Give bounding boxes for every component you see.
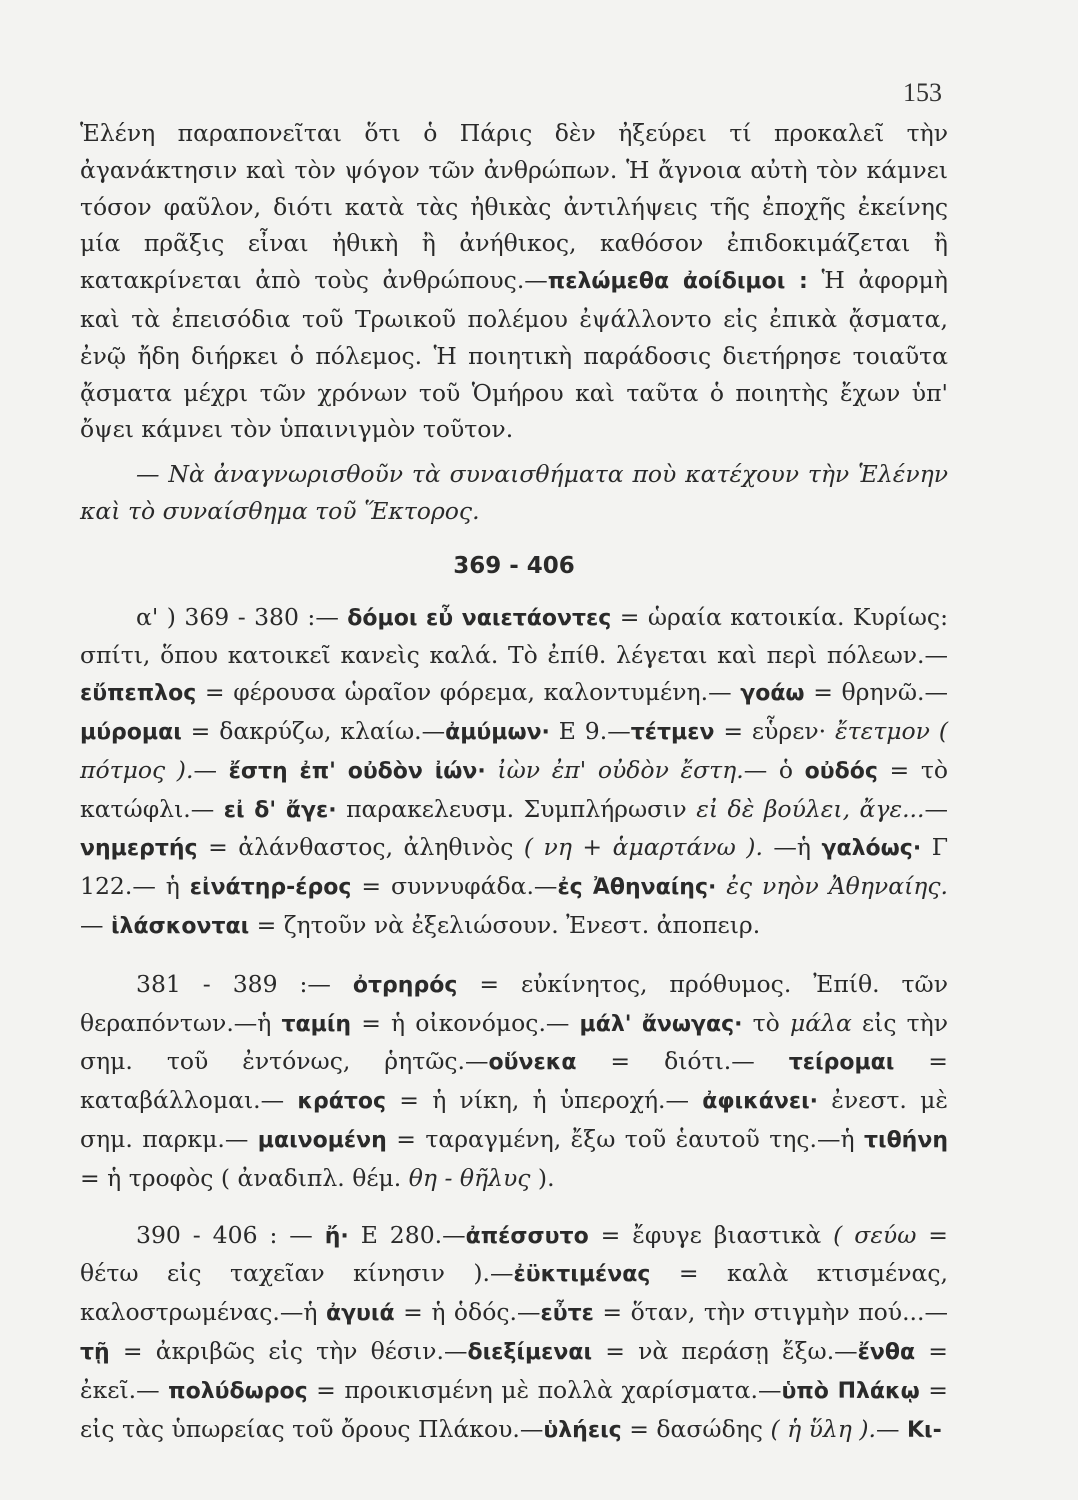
lemma: Κι- xyxy=(906,1417,942,1443)
text-run: — xyxy=(193,755,229,784)
text-run: — ὁ xyxy=(743,755,805,784)
text-run: = ἔφυγε βιαστικὰ xyxy=(588,1220,834,1249)
italic-run: ( ἡ ὕλη ). xyxy=(770,1414,876,1443)
lemma: δόμοι εὖ ναιετάοντες xyxy=(347,605,612,631)
text-run: —ἡ xyxy=(762,833,822,862)
text-run: Ε 9.— xyxy=(549,716,631,745)
text-run: = καλὰ κτισμένας, καλοστρωμένας.—ἡ xyxy=(80,1259,948,1327)
text-run: = ἡ οἰκονόμος.— xyxy=(351,1008,580,1037)
lemma: οὐδός xyxy=(804,758,878,784)
italic-run: ( νη + ἁμαρτάνω ). xyxy=(523,833,763,862)
text-run: = εὗρεν· xyxy=(714,716,836,745)
text-run: = ζητοῦν νὰ ἐξελιώσουν. Ἐνεστ. ἀποπειρ. xyxy=(249,910,761,939)
text-run: = ὅταν, τὴν στιγμὴν πού...— xyxy=(593,1298,948,1327)
text-run: = ὡραία κατοικία. Κυρίως: σπίτι, ὅπου κατοικεῖ κανεὶς καλά. Τὸ ἐπίθ. λέγεται καὶ περὶ πόλεων.— xyxy=(80,602,949,670)
section-390-406 xyxy=(80,1217,948,1450)
lemma: γοάω xyxy=(740,681,805,707)
lemma: ἐς Ἀθηναίης· xyxy=(557,875,717,901)
intro-paragraph xyxy=(80,115,948,448)
text-run: = νὰ περάσῃ ἔξω.— xyxy=(592,1336,858,1365)
text-run: = ἀλάνθαστος, ἀληθινὸς xyxy=(197,833,524,862)
text-run: = δακρύζω, κλαίω.— xyxy=(181,716,446,745)
text-run: = θέτω εἰς ταχεῖαν κίνησιν ).— xyxy=(80,1220,948,1288)
italic-run: ἔτετμον ( πότμος ). xyxy=(80,716,948,784)
section-381-389 xyxy=(80,966,948,1197)
lemma: ἤ· xyxy=(324,1223,349,1249)
text-run: = ἡ τροφὸς ( ἀναδιπλ. θέμ. xyxy=(80,1163,409,1192)
text-run: = προικισμένη μὲ πολλὰ χαρίσματα.— xyxy=(307,1375,782,1404)
lemma: ἔστη ἐπ' οὐδὸν ἰών· xyxy=(228,758,486,784)
text-run: = καταβάλλομαι.— xyxy=(80,1047,948,1115)
lemma: νημερτής xyxy=(80,836,198,862)
italic-run: μάλα xyxy=(789,1008,852,1037)
lemma: γαλόως· xyxy=(821,836,922,862)
lemma: οὕνεκα xyxy=(488,1050,577,1076)
text-run: Ε 280.— xyxy=(348,1220,466,1249)
lemma: εὔπεπλος xyxy=(80,681,197,707)
text-run: παρακελευσμ. Συμπλήρωσιν xyxy=(336,794,697,823)
lemma: ὀτρηρός xyxy=(352,972,458,998)
lemma: μύρομαι xyxy=(80,719,182,745)
text-run: ). xyxy=(530,1163,555,1192)
text-run: ἐνεστ. μὲ σημ. παρκμ.— xyxy=(80,1086,948,1153)
lemma: ἐϋκτιμένας xyxy=(513,1262,651,1288)
text-run: α' ) 369 - 380 :— xyxy=(136,602,348,631)
lemma: ἀμύμων· xyxy=(445,719,550,745)
lemma: ὑπὸ Πλάκῳ xyxy=(781,1378,920,1404)
text-run: = ταραγμένη, ἔξω τοῦ ἑαυτοῦ της.—ἡ xyxy=(386,1124,864,1153)
text-run: 390 - 406 : — xyxy=(136,1220,325,1249)
italic-run: ( σεύω xyxy=(833,1220,917,1249)
italic-run: ἐς νηὸν Ἀθηναίης. xyxy=(716,872,948,901)
text-run: = εὐκίνητος, πρόθυμος. Ἐπίθ. τῶν θεραπόντων.—ἡ xyxy=(80,969,948,1037)
text-run: = δασώδης xyxy=(621,1414,771,1443)
commentary-body xyxy=(80,115,948,1449)
question-paragraph xyxy=(80,456,948,530)
italic-run: θη - θῆλυς xyxy=(408,1163,531,1192)
italic-run: εἰ δὲ βούλει, ἄγε... xyxy=(696,794,925,823)
section-369-380 xyxy=(80,599,948,946)
text-run: Ἡ ἀφορμὴ καὶ τὰ ἐπεισόδια τοῦ Τρωικοῦ πολέμου ἐψάλλοντο εἰς ἐπικὰ ᾄσματα, ἐνῷ ἤδη διήρκει ὁ πόλεμος. Ἡ ποιητικὴ παράδοσις διετήρησε τοιαῦτα ᾄσματα μέχρι τῶν χρόνων τοῦ Ὁμήρου καὶ ταῦτα ὁ ποιητὴς ἔχων ὑπ' ὄψει κάμνει τὸν ὑπαινιγμὸν τοῦτον. xyxy=(80,266,948,444)
lemma: πελώμεθα ἀοίδιμοι : xyxy=(547,269,808,295)
text-run: = διότι.— xyxy=(576,1047,789,1076)
lemma: εὖτε xyxy=(540,1301,594,1327)
text-run: = εἰς τὰς ὑπωρείας τοῦ ὄρους Πλάκου.— xyxy=(80,1375,948,1443)
lemma: εἰ δ' ἄγε· xyxy=(223,797,337,823)
text-run: = τὸ κατώφλι.— xyxy=(80,755,948,823)
text-run: — xyxy=(924,794,948,823)
lemma: πολύδωρος xyxy=(168,1378,308,1404)
text-run: = ἡ νίκη, ἡ ὑπεροχή.— xyxy=(386,1086,703,1115)
text-run: εἰς τὴν σημ. τοῦ ἐντόνως, ῥητῶς.— xyxy=(80,1008,949,1076)
lemma: μαινομένη xyxy=(257,1127,387,1153)
text-run: = ἀκριβῶς εἰς τὴν θέσιν.— xyxy=(109,1336,468,1365)
text-run: τὸ xyxy=(742,1008,790,1037)
text-run: = ἐκεῖ.— xyxy=(80,1336,948,1404)
text-run: Ἑλένη παραπονεῖται ὅτι ὁ Πάρις δὲν ἠξεύρει τί προκαλεῖ τὴν ἀγανάκτησιν καὶ τὸν ψόγον τῶν ἀνθρώπων. Ἡ ἄγνοια αὐτὴ τὸν κάμνει τόσον φαῦλον, διότι κατὰ τὰς ἠθικὰς ἀντιλήψεις τῆς ἐποχῆς ἐκείνης μία πρᾶξις εἶναι ἠθικὴ ἢ ἀνήθικος, καθόσον ἐπιδοκιμάζεται ἢ κατακρίνεται ἀπὸ τοὺς ἀνθρώπους.— xyxy=(80,119,948,295)
text-run: = συννυφάδα.— xyxy=(351,872,558,901)
lemma: μάλ' ἄνωγας· xyxy=(579,1011,743,1037)
section-heading: 369 - 406 xyxy=(453,552,575,579)
text-run: = φέρουσα ὡραῖον φόρεμα, καλοντυμένη.— xyxy=(196,678,741,707)
lemma: τιθήνη xyxy=(863,1127,948,1153)
lemma: ἀγυιά xyxy=(325,1301,395,1327)
lemma: διεξίμεναι xyxy=(467,1339,593,1365)
text-run: — xyxy=(876,1414,907,1443)
text-run: Γ 122.— ἡ xyxy=(80,833,949,901)
text-run: — xyxy=(80,910,111,939)
lemma: ἔνθα xyxy=(857,1339,916,1365)
text-run: = ἡ ὁδός.— xyxy=(394,1298,541,1327)
lemma: ὑλήεις xyxy=(543,1417,622,1443)
lemma: ἀφικάνει· xyxy=(702,1089,819,1115)
text-run: 381 - 389 :— xyxy=(136,969,353,998)
lemma: ἀπέσσυτο xyxy=(465,1223,589,1249)
lemma: τέτμεν xyxy=(630,719,715,745)
lemma: εἰνάτηρ-έρος xyxy=(189,875,352,901)
text-run: = θρηνῶ.— xyxy=(804,678,948,707)
lemma: τῇ xyxy=(80,1339,110,1365)
page-number: 153 xyxy=(903,78,942,107)
lemma: ἱλάσκονται xyxy=(110,913,250,939)
lemma: τείρομαι xyxy=(788,1050,895,1076)
lemma: ταμίη xyxy=(281,1011,352,1037)
italic-run: ἰὼν ἐπ' οὐδὸν ἔστη. xyxy=(485,755,744,784)
lemma: κράτος xyxy=(297,1089,387,1115)
question-text: — Νὰ ἀναγνωρισθοῦν τὰ συναισθήματα ποὺ κατέχουν τὴν Ἑλένην καὶ τὸ συναίσθημα τοῦ Ἕκτορος. xyxy=(80,460,948,525)
